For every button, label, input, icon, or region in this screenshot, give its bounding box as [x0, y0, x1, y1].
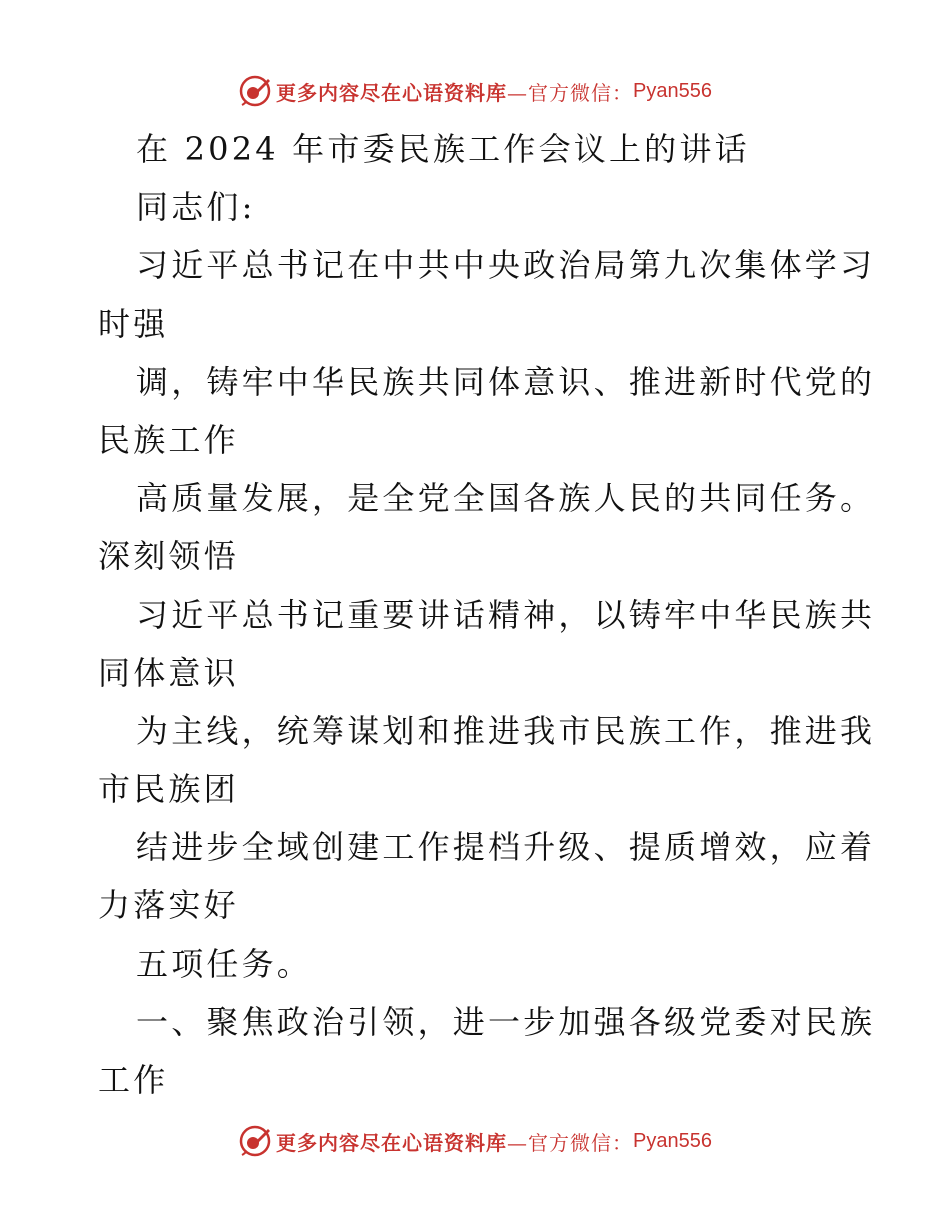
- paragraph-line: 为主线，统筹谋划和推进我市民族工作，推进我: [136, 711, 876, 750]
- paragraph-line: 结进步全域创建工作提档升级、提质增效，应着: [136, 828, 876, 867]
- paragraph-line: 时强: [98, 304, 169, 343]
- header-wechat-id: Pyan556: [633, 79, 712, 102]
- header-site-text: 更多内容尽在心语资料库: [276, 80, 508, 105]
- paragraph-line: 市民族团: [98, 770, 239, 809]
- header-wechat-label: —官方微信：: [507, 80, 634, 105]
- footer-wechat-id: Pyan556: [633, 1129, 712, 1152]
- paragraph-line: 习近平总书记重要讲话精神，以铸牢中华民族共: [136, 595, 876, 634]
- paragraph-line: 高质量发展，是全党全国各族人民的共同任务。: [136, 479, 876, 518]
- paragraph-line: 民族工作: [98, 420, 239, 459]
- footer-site-text: 更多内容尽在心语资料库: [276, 1130, 508, 1155]
- paragraph-line: 同体意识: [98, 653, 239, 692]
- header-banner: [0, 71, 950, 111]
- paragraph-line: 深刻领悟: [98, 537, 239, 576]
- paragraph-line: 五项任务。: [136, 944, 313, 983]
- section-heading-line: 工作: [98, 1061, 169, 1099]
- section-heading-line: 一、聚焦政治引领，进一步加强各级党委对民族: [136, 1002, 876, 1041]
- pen-logo-icon: [238, 74, 272, 108]
- document-body: [98, 120, 876, 1109]
- footer-wechat-label: —官方微信：: [507, 1130, 634, 1155]
- paragraph-line: 力落实好: [98, 886, 239, 925]
- footer-banner: [0, 1121, 950, 1161]
- paragraph-line: 调，铸牢中华民族共同体意识、推进新时代党的: [136, 362, 876, 401]
- pen-logo-icon: [238, 1124, 272, 1158]
- paragraph-line: 习近平总书记在中共中央政治局第九次集体学习: [136, 246, 876, 285]
- document-title: 在 2024 年市委民族工作会议上的讲话: [136, 130, 750, 168]
- salutation: 同志们:: [136, 188, 256, 227]
